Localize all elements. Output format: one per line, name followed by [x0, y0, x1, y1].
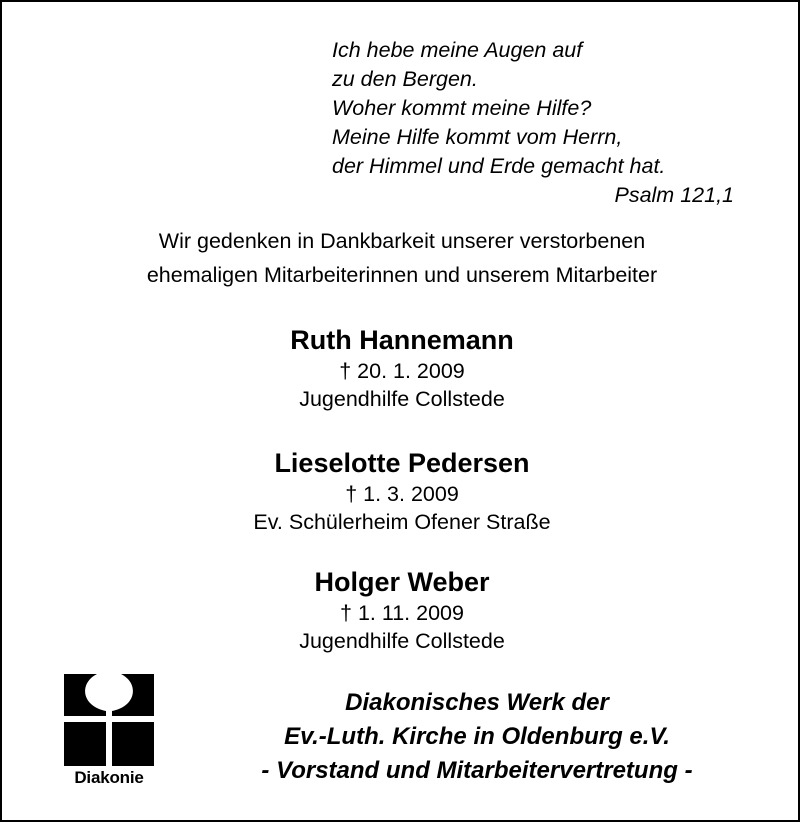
- organization-line: Diakonisches Werk der: [345, 689, 609, 716]
- person-workplace: Jugendhilfe Collstede: [299, 387, 505, 411]
- person-entry: [2, 446, 800, 536]
- logo-label: Diakonie: [74, 768, 144, 787]
- psalm-reference: Psalm 121,1: [614, 183, 734, 207]
- person-name: Lieselotte Pedersen: [274, 448, 530, 478]
- psalm-line: der Himmel und Erde gemacht hat.: [332, 154, 666, 178]
- person-death-date: † 20. 1. 2009: [339, 359, 465, 383]
- diakonie-logo: [64, 674, 154, 790]
- psalm-line: Woher kommt meine Hilfe?: [332, 96, 592, 120]
- person-entry: [2, 323, 800, 413]
- organization-signature: [177, 686, 777, 788]
- psalm-line: zu den Bergen.: [332, 67, 478, 91]
- person-name: Ruth Hannemann: [290, 325, 514, 355]
- person-name: Holger Weber: [314, 567, 490, 597]
- person-death-date: † 1. 3. 2009: [345, 482, 459, 506]
- psalm-line: Meine Hilfe kommt vom Herrn,: [332, 125, 623, 149]
- psalm-quote: [332, 36, 742, 210]
- intro-line: Wir gedenken in Dankbarkeit unserer verstorbenen: [158, 229, 646, 253]
- person-entry: [2, 565, 800, 655]
- person-workplace: Ev. Schülerheim Ofener Straße: [253, 510, 551, 534]
- person-death-date: † 1. 11. 2009: [340, 601, 464, 625]
- person-workplace: Jugendhilfe Collstede: [299, 629, 505, 653]
- intro-text: [2, 224, 800, 292]
- psalm-line: Ich hebe meine Augen auf: [332, 38, 583, 62]
- intro-line: ehemaligen Mitarbeiterinnen und unserem Mitarbeiter: [146, 263, 658, 287]
- organization-line: - Vorstand und Mitarbeitervertretung -: [261, 757, 693, 784]
- diakonie-cross-icon: [64, 674, 154, 766]
- organization-line: Ev.-Luth. Kirche in Oldenburg e.V.: [284, 723, 670, 750]
